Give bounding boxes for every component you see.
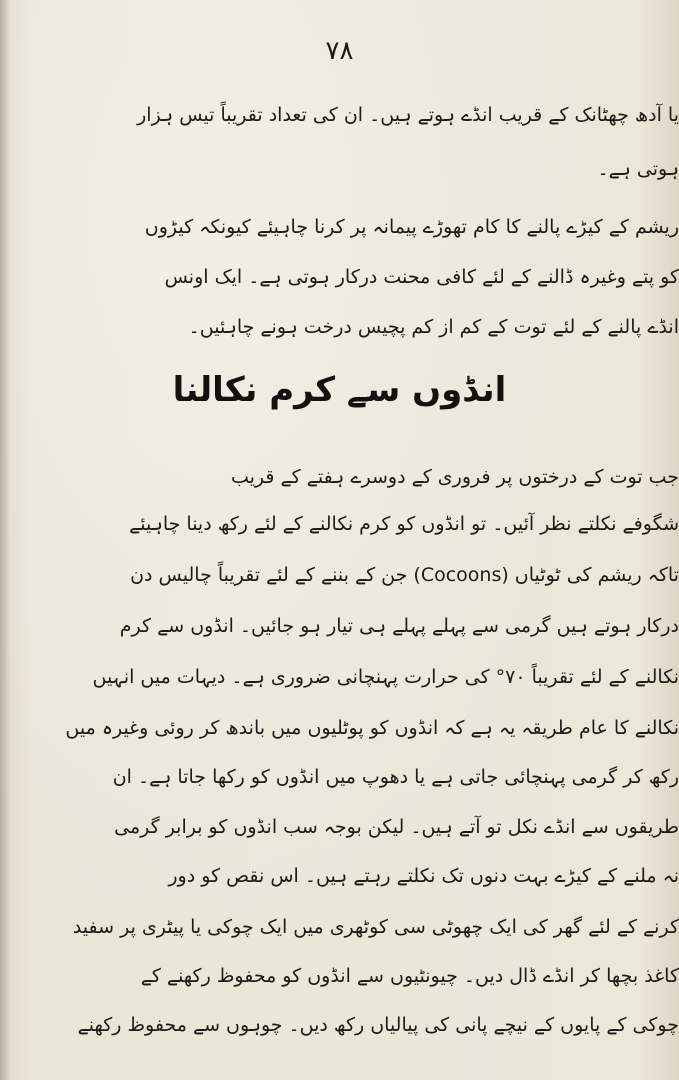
text-line: نکالنے کا عام طریقہ یہ ہے کہ انڈوں کو پوٹلیوں میں باندھ کر روئی وغیرہ میں [65,717,679,739]
text-line: چوکی کے پایوں کے نیچے پانی کی پیالیاں رکھ دیں۔ چوہوں سے محفوظ رکھنے [77,1014,679,1036]
text-line: درکار ہوتے ہیں گرمی سے پہلے پہلے ہی تیار ہو جائیں۔ انڈوں سے کرم [119,615,679,637]
page-number: ٧٨ [325,36,354,66]
text-line: نہ ملنے کے کیڑے بہت دنوں تک نکلتے رہتے ہیں۔ اس نقص کو دور [168,865,679,887]
text-line: کرنے کے لئے گھر کی ایک چھوٹی سی کوٹھری میں ایک چوکی یا پیٹری پر سفید [72,916,679,938]
text-line: تاکہ ریشم کی ٹوٹیاں (Cocoons) جن کے بننے کے لئے تقریباً چالیس دن [130,564,679,586]
text-line: انڈے پالنے کے لئے توت کے کم از کم پچیس درخت ہونے چاہئیں۔ [188,316,679,338]
text-line: نکالنے کے لئے تقریباً ٧٠° کی حرارت پہنچانی ضروری ہے۔ دیہات میں انہیں [92,666,679,688]
text-line: ریشم کے کیڑے پالنے کا کام تھوڑے پیمانہ پر کرنا چاہیئے کیونکہ کیڑوں [144,216,679,238]
text-line: کو پتے وغیرہ ڈالنے کے لئے کافی محنت درکار ہوتی ہے۔ ایک اونس [164,266,679,288]
text-line: طریقوں سے انڈے نکل تو آتے ہیں۔ لیکن بوجہ سب انڈوں کو برابر گرمی [114,816,679,838]
section-heading: انڈوں سے کرم نکالنا [172,370,507,410]
text-line: ہوتی ہے۔ [597,158,679,180]
text-line: شگوفے نکلتے نظر آئیں۔ تو انڈوں کو کرم نکالنے کے لئے رکھ دینا چاہیئے [129,513,679,535]
text-line: یا آدھ چھٹانک کے قریب انڈے ہوتے ہیں۔ ان کی تعداد تقریباً تیس ہزار [137,104,679,126]
text-line: رکھ کر گرمی پہنچائی جاتی ہے یا دھوپ میں انڈوں کو رکھا جاتا ہے۔ ان [112,766,679,788]
text-line: جب توت کے درختوں پر فروری کے دوسرے ہفتے کے قریب [230,466,679,488]
text-line: کاغذ بچھا کر انڈے ڈال دیں۔ چیونٹیوں سے انڈوں کو محفوظ رکھنے کے [140,965,679,987]
